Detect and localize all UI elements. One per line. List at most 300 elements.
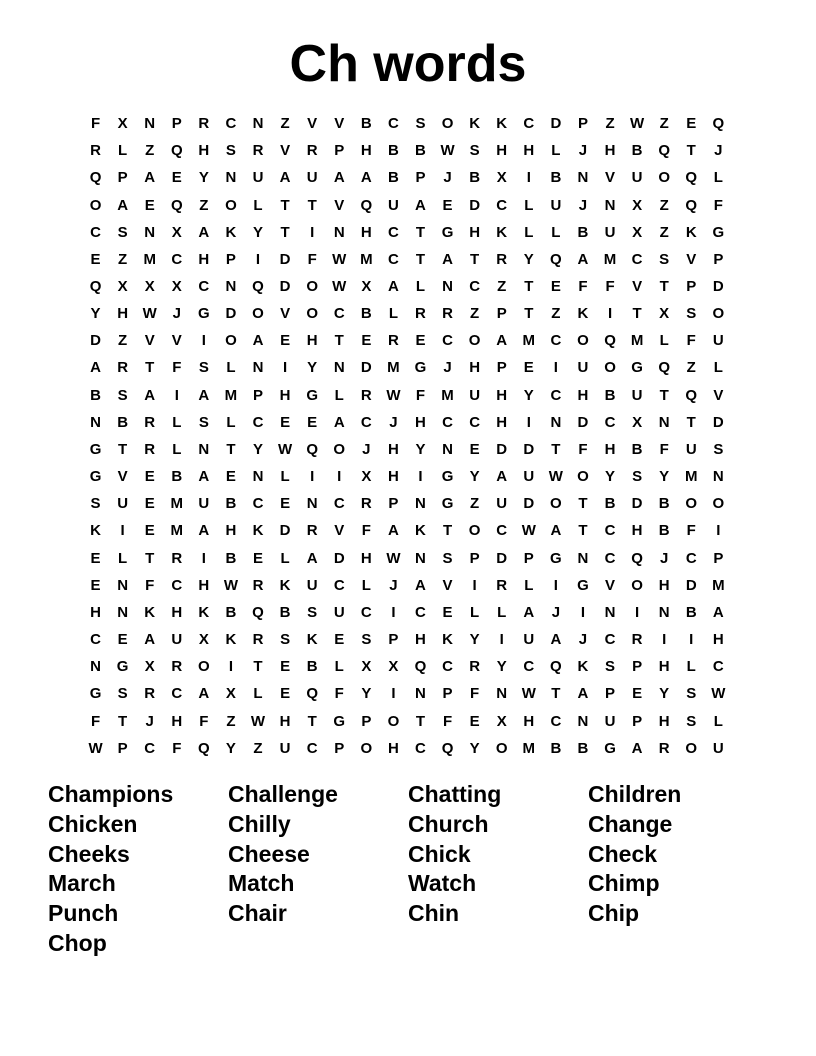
grid-letter: Q [89, 169, 102, 187]
grid-letter: C [252, 413, 264, 431]
grid-letter: C [469, 278, 481, 296]
grid-letter: A [333, 413, 345, 431]
word-list-item: Chip [588, 900, 640, 927]
grid-row [82, 517, 732, 544]
grid-letter: L [172, 413, 182, 431]
grid-letter: B [631, 440, 643, 458]
grid-letter: X [198, 631, 209, 649]
grid-letter: C [604, 631, 616, 649]
grid-letter: L [686, 658, 696, 676]
grid-letter: R [306, 142, 318, 160]
word-list-item: Children [588, 781, 682, 807]
grid-letter: E [442, 603, 453, 621]
grid-letter: H [279, 386, 291, 404]
grid-letter: Y [90, 305, 101, 323]
grid-letter: C [550, 332, 562, 350]
grid-letter: H [712, 631, 724, 649]
grid-letter: O [360, 739, 373, 757]
grid-letter: L [361, 576, 371, 594]
grid-letter: I [310, 468, 315, 486]
grid-letter: B [117, 413, 129, 431]
grid-letter: V [442, 576, 453, 594]
grid-letter: N [577, 549, 589, 567]
grid-letter: D [523, 440, 535, 458]
grid-letter: C [333, 305, 345, 323]
grid-letter: Q [252, 603, 264, 621]
grid-letter: G [604, 739, 616, 757]
grid-letter: J [389, 413, 398, 431]
grid-letter: P [605, 685, 616, 703]
grid-letter: L [551, 223, 561, 241]
grid-letter: L [713, 712, 723, 730]
grid-letter: A [198, 685, 210, 703]
grid-letter: L [388, 305, 398, 323]
grid-letter: E [171, 169, 182, 187]
grid-letter: S [198, 359, 209, 377]
grid-letter: J [362, 440, 371, 458]
grid-letter: W [250, 712, 266, 730]
grid-letter: R [90, 142, 101, 160]
grid-letter: B [577, 223, 589, 241]
grid-letter: O [604, 359, 616, 377]
grid-letter: P [713, 549, 724, 567]
grid-letter: A [333, 169, 345, 187]
grid-letter: I [689, 631, 694, 649]
grid-letter: N [144, 115, 156, 133]
grid-letter: A [279, 169, 291, 187]
grid-letter: A [712, 603, 724, 621]
grid-letter: K [198, 603, 210, 621]
grid-letter: H [90, 603, 101, 621]
grid-letter: S [198, 413, 209, 431]
grid-letter: R [360, 495, 372, 513]
grid-letter: N [198, 440, 210, 458]
grid-letter: G [89, 468, 102, 486]
grid-letter: Z [470, 495, 480, 513]
grid-letter: K [90, 522, 101, 540]
grid-letter: B [658, 522, 670, 540]
grid-letter: A [387, 278, 399, 296]
grid-letter: T [118, 440, 128, 458]
word-list-item: Church [408, 810, 489, 837]
grid-letter: H [415, 631, 426, 649]
grid-letter: P [577, 115, 588, 133]
grid-letter: V [280, 305, 291, 323]
grid-row [82, 735, 732, 762]
grid-letter: F [334, 685, 344, 703]
grid-letter: V [171, 332, 182, 350]
grid-letter: Q [658, 359, 671, 377]
grid-letter: F [172, 359, 182, 377]
grid-row [82, 110, 732, 137]
grid-letter: R [469, 658, 481, 676]
grid-letter: A [144, 386, 156, 404]
grid-letter: I [283, 359, 288, 377]
grid-letter: O [225, 196, 237, 214]
grid-letter: N [306, 495, 318, 513]
grid-letter: Y [415, 440, 426, 458]
grid-letter: Y [469, 468, 480, 486]
grid-letter: N [658, 603, 670, 621]
grid-letter: Q [631, 549, 643, 567]
grid-letter: U [631, 169, 643, 187]
grid-letter: N [252, 359, 264, 377]
grid-letter: A [198, 386, 210, 404]
grid-letter: H [387, 440, 399, 458]
grid-letter: F [199, 712, 209, 730]
grid-letter: C [171, 685, 183, 703]
grid-letter: C [442, 658, 453, 676]
grid-letter: C [604, 549, 616, 567]
grid-letter: K [496, 223, 508, 241]
grid-letter: H [604, 440, 616, 458]
grid-letter: Y [496, 658, 507, 676]
grid-letter: N [577, 712, 589, 730]
grid-letter: C [387, 115, 399, 133]
grid-letter: C [442, 332, 453, 350]
grid-letter: B [225, 495, 237, 513]
grid-letter: D [279, 250, 291, 268]
grid-letter: H [658, 576, 670, 594]
grid-letter: F [307, 250, 317, 268]
grid-letter: M [630, 332, 644, 350]
grid-letter: K [225, 223, 237, 241]
grid-letter: Q [252, 278, 264, 296]
grid-letter: O [631, 576, 643, 594]
grid-letter: K [279, 576, 291, 594]
grid-letter: B [360, 115, 372, 133]
grid-row [82, 164, 732, 191]
grid-letter: T [415, 250, 426, 268]
grid-letter: J [551, 603, 561, 621]
grid-letter: Z [118, 250, 128, 268]
grid-letter: A [252, 332, 264, 350]
grid-letter: Q [441, 739, 454, 757]
grid-letter: I [201, 332, 206, 350]
grid-letter: E [280, 658, 291, 676]
grid-letter: K [225, 631, 237, 649]
grid-letter: D [360, 359, 372, 377]
grid-letter: H [658, 712, 670, 730]
word-list-item: Champions [48, 781, 174, 807]
grid-letter: H [631, 522, 643, 540]
word-list-item: Chick [408, 840, 471, 867]
grid-letter: C [469, 413, 481, 431]
grid-letter: W [223, 576, 239, 594]
grid-letter: R [171, 549, 183, 567]
grid-letter: T [551, 685, 561, 703]
grid-letter: F [470, 685, 480, 703]
grid-letter: B [225, 603, 237, 621]
grid-letter: K [685, 223, 697, 241]
grid-letter: Y [253, 440, 264, 458]
grid-letter: X [632, 196, 643, 214]
grid-letter: X [171, 223, 182, 241]
grid-letter: R [252, 576, 264, 594]
grid-letter: N [604, 603, 616, 621]
grid-letter: G [89, 685, 102, 703]
word-list-item: Chicken [48, 810, 138, 837]
grid-letter: R [496, 250, 508, 268]
grid-letter: P [117, 739, 128, 757]
grid-letter: K [442, 631, 453, 649]
grid-letter: A [550, 522, 562, 540]
grid-letter: F [442, 712, 453, 730]
grid-letter: Q [170, 196, 183, 214]
grid-letter: N [252, 468, 264, 486]
word-list-item: Cheeks [48, 840, 130, 867]
grid-letter: U [523, 631, 535, 649]
grid-letter: A [415, 196, 426, 214]
grid-letter: P [388, 495, 399, 513]
grid-letter: B [658, 495, 670, 513]
grid-letter: N [90, 413, 101, 431]
grid-letter: E [90, 549, 101, 567]
grid-letter: Z [605, 115, 615, 133]
grid-letter: P [117, 169, 128, 187]
grid-letter: H [360, 223, 372, 241]
grid-letter: D [685, 576, 697, 594]
grid-letter: U [252, 169, 264, 187]
grid-letter: M [712, 576, 725, 594]
grid-letter: H [198, 142, 210, 160]
grid-letter: T [578, 522, 588, 540]
grid-row [82, 680, 732, 707]
grid-letter: I [499, 631, 504, 649]
grid-letter: L [280, 468, 290, 486]
grid-letter: N [225, 169, 237, 187]
grid-letter: L [524, 576, 534, 594]
grid-letter: M [685, 468, 698, 486]
grid-letter: B [604, 495, 616, 513]
grid-letter: S [713, 440, 724, 458]
grid-letter: V [117, 468, 128, 486]
grid-row [82, 626, 732, 653]
grid-letter: U [712, 739, 724, 757]
grid-letter: Q [550, 250, 562, 268]
grid-letter: K [496, 115, 508, 133]
grid-letter: C [171, 576, 183, 594]
grid-letter: O [306, 278, 318, 296]
grid-letter: X [361, 658, 372, 676]
grid-letter: B [604, 386, 616, 404]
grid-letter: C [90, 223, 101, 241]
grid-letter: S [659, 250, 670, 268]
grid-letter: B [685, 603, 697, 621]
grid-letter: H [496, 413, 508, 431]
word-list-item: Chin [408, 900, 460, 927]
grid-letter: T [415, 223, 426, 241]
grid-letter: P [523, 549, 534, 567]
grid-letter: X [361, 468, 372, 486]
grid-letter: R [360, 386, 372, 404]
grid-letter: E [469, 712, 480, 730]
grid-row [82, 273, 732, 300]
grid-letter: G [116, 658, 129, 676]
grid-letter: M [387, 359, 400, 377]
grid-letter: D [577, 413, 589, 431]
grid-letter: X [225, 685, 236, 703]
grid-letter: A [144, 631, 156, 649]
grid-letter: R [415, 305, 426, 323]
grid-letter: T [307, 196, 317, 214]
grid-letter: D [712, 413, 724, 431]
grid-letter: F [686, 332, 696, 350]
grid-letter: L [334, 658, 344, 676]
grid-letter: A [387, 522, 399, 540]
grid-letter: Y [307, 359, 318, 377]
word-list-item: Cheese [228, 840, 310, 867]
grid-letter: B [279, 603, 291, 621]
grid-letter: O [89, 196, 102, 214]
grid-letter: B [550, 739, 562, 757]
grid-letter: O [468, 332, 481, 350]
grid-letter: N [442, 278, 453, 296]
grid-letter: W [548, 468, 563, 486]
grid-letter: C [225, 115, 237, 133]
grid-letter: U [279, 739, 291, 757]
grid-letter: U [496, 495, 508, 513]
grid-letter: L [253, 196, 263, 214]
grid-letter: A [550, 631, 562, 649]
grid-letter: A [496, 468, 508, 486]
grid-letter: F [578, 440, 588, 458]
grid-letter: E [90, 576, 101, 594]
grid-letter: V [686, 250, 697, 268]
grid-letter: A [198, 522, 210, 540]
grid-letter: T [632, 305, 642, 323]
word-list [48, 779, 788, 958]
word-list-item: March [48, 870, 116, 897]
grid-letter: I [662, 631, 667, 649]
grid-letter: S [605, 658, 616, 676]
grid-letter: T [145, 359, 155, 377]
grid-letter: X [144, 658, 155, 676]
word-list-item: Chop [48, 929, 107, 956]
grid-letter: C [415, 603, 426, 621]
grid-letter: R [144, 440, 156, 458]
grid-letter: A [496, 332, 508, 350]
grid-letter: Q [685, 196, 698, 214]
grid-letter: O [225, 332, 237, 350]
grid-letter: U [333, 603, 345, 621]
letter-grid [82, 110, 732, 762]
grid-letter: V [334, 196, 345, 214]
grid-letter: D [469, 196, 481, 214]
grid-letter: R [306, 522, 318, 540]
grid-letter: P [686, 278, 697, 296]
grid-letter: X [388, 658, 399, 676]
grid-letter: D [279, 278, 291, 296]
grid-letter: S [686, 305, 697, 323]
word-list-item: Watch [408, 870, 477, 897]
grid-letter: C [604, 413, 616, 431]
grid-letter: K [469, 115, 481, 133]
grid-letter: I [553, 576, 558, 594]
grid-letter: C [415, 739, 426, 757]
grid-letter: Z [118, 332, 128, 350]
grid-letter: N [442, 440, 453, 458]
grid-letter: L [551, 142, 561, 160]
grid-letter: J [172, 305, 181, 323]
grid-letter: U [523, 468, 535, 486]
grid-letter: N [550, 413, 562, 431]
grid-letter: P [415, 169, 426, 187]
grid-letter: W [711, 685, 726, 703]
grid-letter: N [117, 603, 129, 621]
grid-letter: W [521, 685, 536, 703]
grid-letter: P [442, 685, 453, 703]
grid-letter: S [225, 142, 236, 160]
grid-letter: Y [523, 386, 534, 404]
grid-letter: C [523, 115, 535, 133]
grid-letter: E [469, 440, 480, 458]
grid-letter: B [387, 169, 399, 187]
grid-letter: E [442, 196, 453, 214]
grid-letter: R [252, 142, 264, 160]
grid-letter: O [333, 440, 346, 458]
grid-letter: E [225, 468, 236, 486]
grid-letter: U [198, 495, 210, 513]
grid-letter: A [198, 223, 210, 241]
grid-letter: U [604, 712, 616, 730]
grid-letter: C [442, 413, 453, 431]
grid-letter: K [306, 631, 318, 649]
grid-letter: B [631, 142, 643, 160]
grid-letter: Q [170, 142, 183, 160]
grid-letter: N [577, 169, 589, 187]
grid-letter: C [252, 495, 264, 513]
grid-letter: F [578, 278, 588, 296]
grid-letter: C [496, 522, 508, 540]
grid-letter: O [685, 739, 698, 757]
grid-letter: Z [551, 305, 561, 323]
grid-letter: U [577, 359, 589, 377]
grid-letter: B [550, 169, 562, 187]
grid-letter: W [332, 278, 347, 296]
grid-letter: X [496, 712, 507, 730]
grid-letter: O [550, 495, 562, 513]
grid-letter: H [469, 223, 481, 241]
grid-letter: V [605, 576, 616, 594]
grid-letter: N [496, 685, 508, 703]
grid-letter: R [631, 631, 643, 649]
grid-letter: T [524, 305, 534, 323]
grid-letter: A [577, 250, 589, 268]
word-list-item: Chimp [588, 870, 660, 897]
grid-letter: U [306, 169, 318, 187]
grid-letter: I [526, 169, 531, 187]
grid-letter: R [387, 332, 399, 350]
grid-letter: C [360, 603, 372, 621]
grid-row [82, 463, 732, 490]
grid-letter: X [144, 278, 155, 296]
grid-letter: Z [145, 142, 155, 160]
grid-letter: T [118, 712, 128, 730]
grid-letter: H [604, 142, 616, 160]
grid-letter: G [441, 495, 454, 513]
grid-letter: Q [198, 739, 210, 757]
grid-letter: T [659, 386, 669, 404]
grid-letter: T [280, 223, 290, 241]
grid-letter: T [145, 549, 155, 567]
grid-letter: F [145, 576, 155, 594]
grid-letter: B [469, 169, 481, 187]
grid-letter: A [306, 549, 318, 567]
grid-letter: H [198, 576, 210, 594]
grid-letter: A [360, 169, 372, 187]
grid-letter: S [117, 386, 128, 404]
